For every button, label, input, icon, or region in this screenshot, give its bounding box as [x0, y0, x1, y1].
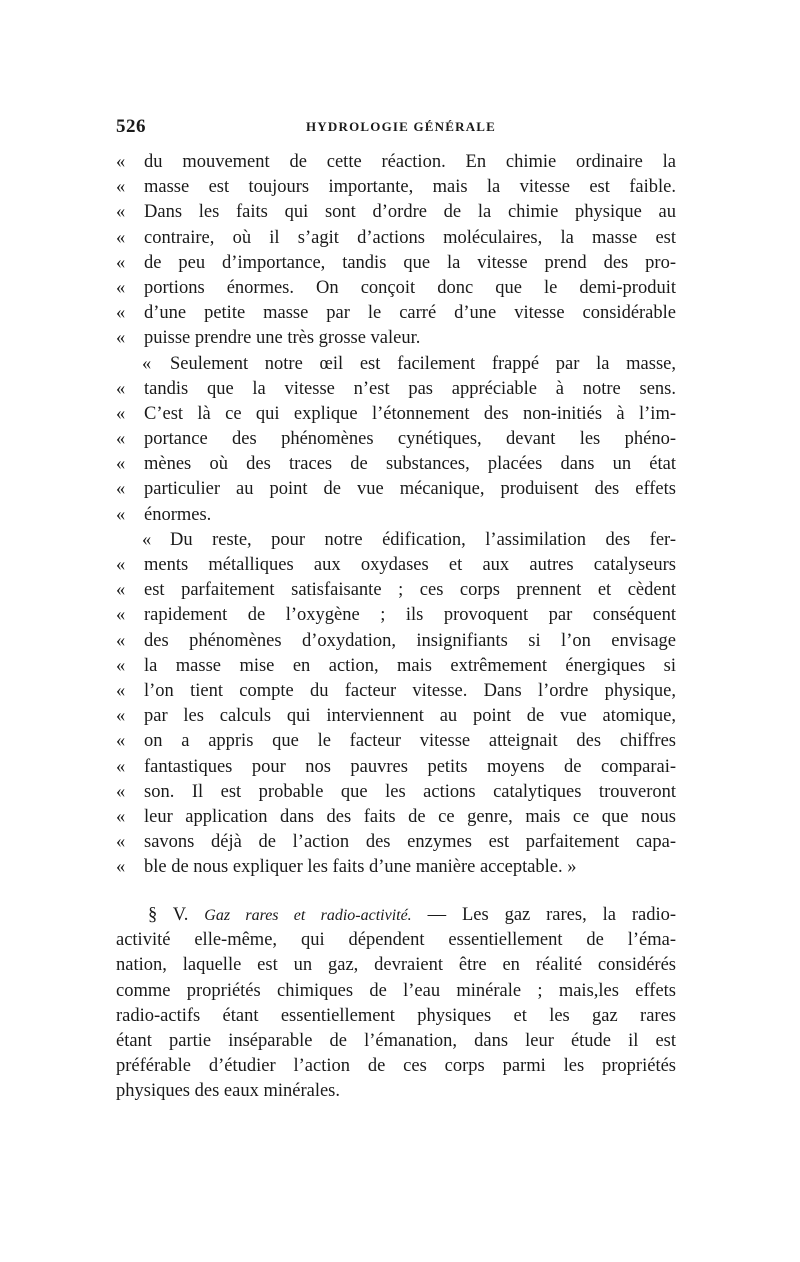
quote-mark: «	[116, 479, 126, 500]
line-text: tandis que la vitesse n’est pas appréciable à notre sens.	[144, 378, 676, 399]
text-line	[116, 477, 676, 502]
section-title: Gaz rares et radio-activité.	[204, 907, 412, 924]
text-line	[116, 326, 676, 351]
line-text: est parfaitement satisfaisante ; ces corps prennent et cèdent	[144, 580, 676, 601]
text-line	[116, 629, 676, 654]
quote-mark: «	[116, 227, 126, 248]
text-line	[116, 805, 676, 830]
text-line	[116, 830, 676, 855]
text-line: radio-actifs étant essentiellement physiques et les gaz rares	[116, 1005, 676, 1026]
text-line	[116, 603, 676, 628]
quote-mark: «	[116, 177, 126, 198]
text-line	[116, 200, 676, 225]
text-line	[116, 175, 676, 200]
quote-mark: «	[116, 555, 126, 575]
text-line	[116, 553, 676, 578]
quote-mark: «	[142, 353, 152, 374]
line-text: des phénomènes d’oxydation, insignifiants si l’on envisage	[144, 630, 676, 651]
quote-mark: «	[116, 429, 126, 450]
quote-mark: «	[116, 403, 126, 424]
quoted-passage	[116, 150, 676, 880]
text-line: nation, laquelle est un gaz, devraient être en réalité considérés	[116, 955, 676, 976]
text-line: étant partie inséparable de l’émanation, dans leur étude il est	[116, 1030, 676, 1051]
quote-mark: «	[116, 454, 126, 475]
line-text: portions énormes. On conçoit donc que le demi-produit	[144, 277, 676, 298]
text-line	[116, 251, 676, 276]
quote-mark: «	[116, 277, 126, 298]
text-line	[116, 402, 676, 427]
text-line	[116, 755, 676, 780]
line-text: masse est toujours importante, mais la vitesse est faible.	[144, 177, 676, 198]
text-line	[116, 855, 676, 880]
line-text: de peu d’importance, tandis que la vitesse prend des pro-	[144, 252, 676, 273]
line-text: Seulement notre œil est facilement frappé par la masse,	[170, 353, 676, 374]
line-text: par les calculs qui interviennent au point de vue atomique,	[144, 706, 676, 727]
running-head	[116, 116, 672, 138]
line-text: mènes où des traces de substances, placées dans un état	[144, 454, 676, 475]
text-line	[116, 654, 676, 679]
line-text: son. Il est probable que les actions catalytiques trouveront	[144, 781, 676, 802]
text-line: préférable d’étudier l’action de ces corps parmi les propriétés	[116, 1056, 676, 1077]
text-line	[116, 780, 676, 805]
text-line	[116, 503, 676, 528]
page-number: 526	[116, 116, 146, 137]
quote-mark: «	[116, 806, 126, 827]
line-text: contraire, où il s’agit d’actions moléculaires, la masse est	[144, 227, 676, 248]
text-line	[116, 528, 676, 553]
line-text: Du reste, pour notre édification, l’assimilation des fer-	[170, 529, 676, 550]
quote-mark: «	[116, 580, 126, 601]
text-line	[116, 679, 676, 704]
quote-mark: «	[116, 328, 126, 349]
quote-mark: «	[116, 731, 126, 752]
line-text: portance des phénomènes cynétiques, devant les phéno-	[144, 429, 676, 450]
quote-mark: «	[116, 202, 126, 223]
quote-mark: «	[116, 655, 126, 676]
running-title: HYDROLOGIE GÉNÉRALE	[306, 119, 497, 134]
line-text: du mouvement de cette réaction. En chimie ordinaire la	[144, 152, 676, 172]
section-v	[116, 903, 676, 1105]
text-line	[116, 150, 676, 175]
line-text: savons déjà de l’action des enzymes est parfaitement capa-	[144, 832, 676, 853]
text-line	[116, 452, 676, 477]
text-line: comme propriétés chimiques de l’eau minérale ; mais,les effets	[116, 980, 676, 1001]
line-text: particulier au point de vue mécanique, produisent des effets	[144, 479, 676, 500]
line-text: la masse mise en action, mais extrêmement énergiques si	[144, 655, 676, 676]
text-line	[116, 704, 676, 729]
quote-mark: «	[116, 756, 126, 777]
text-line	[116, 578, 676, 603]
line-text: ments métalliques aux oxydases et aux autres catalyseurs	[144, 555, 676, 575]
quote-mark: «	[116, 152, 126, 172]
line-text: ble de nous expliquer les faits d’une manière acceptable. »	[144, 857, 577, 878]
line-text: puisse prendre une très grosse valeur.	[144, 328, 421, 349]
quote-mark: «	[116, 781, 126, 802]
text-line	[116, 377, 676, 402]
line-text: l’on tient compte du facteur vitesse. Dans l’ordre physique,	[144, 680, 676, 701]
quote-mark: «	[116, 378, 126, 399]
quote-mark: «	[116, 303, 126, 324]
line-text: rapidement de l’oxygène ; ils provoquent par conséquent	[144, 605, 676, 626]
section-heading-line	[116, 903, 676, 928]
line-text: C’est là ce qui explique l’étonnement des non-initiés à l’im-	[144, 403, 676, 424]
line-text: fantastiques pour nos pauvres petits moyens de comparai-	[144, 756, 676, 777]
text-line	[116, 427, 676, 452]
line-text: Les gaz rares, la radio-	[461, 905, 676, 925]
line-text: Dans les faits qui sont d’ordre de la chimie physique au	[144, 202, 676, 223]
quote-mark: «	[116, 504, 126, 525]
line-text: leur application dans des faits de ce genre, mais ce que nous	[144, 806, 676, 827]
text-line	[116, 276, 676, 301]
quote-mark: «	[116, 706, 126, 727]
quote-mark: «	[142, 529, 152, 550]
quote-mark: «	[116, 857, 126, 878]
line-text: d’une petite masse par le carré d’une vitesse considérable	[144, 303, 676, 324]
quote-mark: «	[116, 832, 126, 853]
section-dash: —	[427, 905, 447, 925]
quote-mark: «	[116, 680, 126, 701]
text-line	[116, 729, 676, 754]
quote-mark: «	[116, 252, 126, 273]
text-line	[116, 352, 676, 377]
text-line: physiques des eaux minérales.	[116, 1081, 340, 1102]
quote-mark: «	[116, 630, 126, 651]
text-line	[116, 226, 676, 251]
text-line	[116, 301, 676, 326]
quote-mark: «	[116, 605, 126, 626]
section-number: § V.	[148, 905, 189, 925]
text-line: activité elle-même, qui dépendent essentiellement de l’éma-	[116, 930, 676, 951]
line-text: énormes.	[144, 504, 212, 525]
line-text: on a appris que le facteur vitesse atteignait des chiffres	[144, 731, 676, 752]
